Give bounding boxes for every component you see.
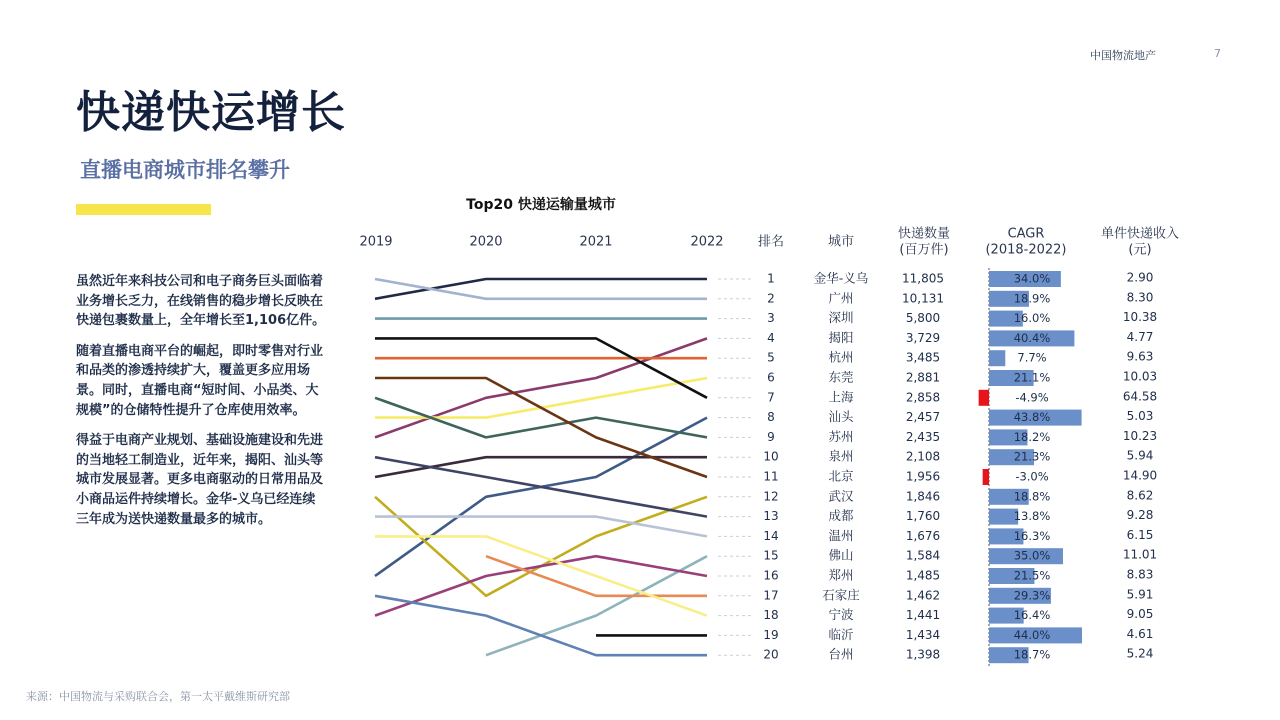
paragraph-3: 得益于电商产业规划、基础设施建设和先进的当地轻工制造业，近年来，揭阳、汕头等城市发展显著。更多电商驱动的日常用品及小商品运件持续增长。金华-义乌已经连续三年成为送快递数量最多的城市。 xyxy=(76,433,324,527)
page-subtitle: 直播电商城市排名攀升 xyxy=(80,158,290,182)
revenue-label-14: 6.15 xyxy=(1126,527,1154,542)
rank-label-12: 12 xyxy=(763,489,779,504)
volume-label-15: 1,584 xyxy=(905,548,941,563)
revenue-label-3: 10.38 xyxy=(1122,310,1158,325)
cagr-label-17: 29.3% xyxy=(1013,588,1051,603)
volume-label-6: 2,881 xyxy=(905,370,941,385)
revenue-label-20: 5.24 xyxy=(1126,646,1154,661)
bump-line-rank-2 xyxy=(375,279,707,299)
volume-label-1: 11,805 xyxy=(902,271,944,286)
revenue-label-8: 5.03 xyxy=(1126,409,1154,424)
city-label-16: 郑州 xyxy=(828,567,854,583)
volume-label-12: 1,846 xyxy=(905,489,941,504)
volume-label-3: 5,800 xyxy=(905,311,941,326)
header-cagr-period: (2018-2022) xyxy=(985,242,1067,258)
rank-label-6: 6 xyxy=(767,370,775,385)
revenue-label-16: 8.83 xyxy=(1126,567,1154,582)
year-label-2019: 2019 xyxy=(359,234,393,250)
city-label-1: 金华-义乌 xyxy=(813,270,869,286)
city-label-19: 临沂 xyxy=(828,626,854,642)
volume-label-8: 2,457 xyxy=(905,410,941,425)
city-label-8: 汕头 xyxy=(828,409,854,425)
rank-label-11: 11 xyxy=(763,469,779,484)
revenue-label-12: 8.62 xyxy=(1126,488,1154,503)
header-revenue: 单件快递收入 xyxy=(1100,226,1180,242)
cagr-label-6: 21.1% xyxy=(1013,370,1051,385)
header-volume: 快递数量 xyxy=(897,226,951,242)
revenue-label-6: 10.03 xyxy=(1122,369,1158,384)
volume-label-5: 3,485 xyxy=(905,350,941,365)
rank-label-18: 18 xyxy=(763,608,779,623)
cagr-label-15: 35.0% xyxy=(1013,548,1051,563)
bump-line-rank-6 xyxy=(375,378,707,418)
header-city: 城市 xyxy=(827,234,855,250)
cagr-label-2: 18.9% xyxy=(1013,291,1051,306)
chart-title: Top20 快递运输量城市 xyxy=(466,197,616,213)
rank-label-15: 15 xyxy=(763,548,779,563)
volume-label-4: 3,729 xyxy=(905,330,941,345)
rank-label-1: 1 xyxy=(767,271,775,286)
city-label-4: 揭阳 xyxy=(828,329,854,345)
rank-label-7: 7 xyxy=(767,390,775,405)
city-label-9: 苏州 xyxy=(828,428,854,444)
cagr-label-14: 16.3% xyxy=(1013,528,1051,543)
year-label-2020: 2020 xyxy=(469,234,503,250)
bump-line-rank-14 xyxy=(375,517,707,537)
rank-label-20: 20 xyxy=(763,647,779,662)
cagr-label-13: 13.8% xyxy=(1013,509,1051,524)
volume-label-13: 1,760 xyxy=(905,509,941,524)
revenue-label-11: 14.90 xyxy=(1122,468,1158,483)
paragraph-1: 虽然近年来科技公司和电子商务巨头面临着业务增长乏力，在线销售的稳步增长反映在快递包裹数量上，全年增长至1,106亿件。 xyxy=(76,274,326,329)
revenue-label-4: 4.77 xyxy=(1126,329,1154,344)
cagr-label-16: 21.5% xyxy=(1013,568,1051,583)
year-label-2022: 2022 xyxy=(690,234,724,250)
cagr-label-3: 16.0% xyxy=(1013,311,1051,326)
rank-label-16: 16 xyxy=(763,568,779,583)
city-label-13: 成都 xyxy=(828,508,854,524)
city-label-2: 广州 xyxy=(828,290,854,306)
city-label-20: 台州 xyxy=(828,646,854,662)
year-label-2021: 2021 xyxy=(579,234,613,250)
rank-label-19: 19 xyxy=(763,627,779,642)
cagr-label-8: 43.8% xyxy=(1013,410,1051,425)
volume-label-18: 1,441 xyxy=(905,608,941,623)
cagr-label-19: 44.0% xyxy=(1013,627,1051,642)
volume-label-11: 1,956 xyxy=(905,469,941,484)
city-label-15: 佛山 xyxy=(828,547,854,563)
bump-line-rank-13 xyxy=(375,457,707,516)
cagr-label-4: 40.4% xyxy=(1013,330,1051,345)
revenue-label-19: 4.61 xyxy=(1126,626,1154,641)
bump-line-rank-8 xyxy=(375,418,707,576)
rank-label-13: 13 xyxy=(763,509,779,524)
city-label-14: 温州 xyxy=(828,527,854,543)
cagr-label-20: 18.7% xyxy=(1013,647,1051,662)
revenue-label-17: 5.91 xyxy=(1126,587,1154,602)
volume-label-16: 1,485 xyxy=(905,568,941,583)
cagr-label-1: 34.0% xyxy=(1013,271,1051,286)
cagr-bar-11 xyxy=(983,469,989,485)
volume-label-19: 1,434 xyxy=(905,627,941,642)
city-label-17: 石家庄 xyxy=(822,587,860,603)
city-label-10: 泉州 xyxy=(828,448,854,464)
city-label-3: 深圳 xyxy=(828,310,854,326)
header-revenue-unit: (元) xyxy=(1128,242,1152,258)
city-label-6: 东莞 xyxy=(828,369,854,385)
header-cagr: CAGR xyxy=(1007,226,1045,242)
cagr-label-7: -4.9% xyxy=(1015,390,1049,405)
cagr-label-9: 18.2% xyxy=(1013,429,1051,444)
volume-label-20: 1,398 xyxy=(905,647,941,662)
source-note: 来源：中国物流与采购联合会，第一太平戴维斯研究部 xyxy=(26,690,290,703)
volume-label-7: 2,858 xyxy=(905,390,941,405)
revenue-label-18: 9.05 xyxy=(1126,607,1154,622)
rank-label-9: 9 xyxy=(767,429,775,444)
revenue-label-9: 10.23 xyxy=(1122,428,1158,443)
city-label-11: 北京 xyxy=(828,468,854,484)
volume-label-10: 2,108 xyxy=(905,449,941,464)
cagr-label-18: 16.4% xyxy=(1013,608,1051,623)
city-label-18: 宁波 xyxy=(828,607,854,623)
rank-label-17: 17 xyxy=(763,588,779,603)
revenue-label-15: 11.01 xyxy=(1122,547,1158,562)
cagr-label-5: 7.7% xyxy=(1017,350,1047,365)
bump-line-rank-16 xyxy=(375,556,707,615)
rank-label-2: 2 xyxy=(767,291,775,306)
cagr-label-11: -3.0% xyxy=(1015,469,1049,484)
volume-label-9: 2,435 xyxy=(905,429,941,444)
volume-label-2: 10,131 xyxy=(902,291,944,306)
brand-name: 中国物流地产 xyxy=(1090,49,1156,62)
volume-label-14: 1,676 xyxy=(905,528,941,543)
revenue-label-5: 9.63 xyxy=(1126,349,1154,364)
header-rank: 排名 xyxy=(757,234,785,250)
bump-line-rank-20 xyxy=(375,596,707,655)
cagr-bar-5 xyxy=(989,350,1005,366)
city-label-12: 武汉 xyxy=(828,488,854,504)
city-label-7: 上海 xyxy=(828,389,854,405)
header-volume-unit: (百万件) xyxy=(899,242,949,258)
rank-label-10: 10 xyxy=(763,449,779,464)
rank-label-8: 8 xyxy=(767,410,775,425)
cagr-label-10: 21.3% xyxy=(1013,449,1051,464)
revenue-label-2: 8.30 xyxy=(1126,290,1154,305)
paragraph-2: 随着直播电商平台的崛起，即时零售对行业和品类的渗透持续扩大，覆盖更多应用场景。同时，直播电商“短时间、小品类、大规模”的仓储特性提升了仓库使用效率。 xyxy=(76,343,324,418)
bump-line-rank-12 xyxy=(375,497,707,596)
rank-label-5: 5 xyxy=(767,350,775,365)
revenue-label-10: 5.94 xyxy=(1126,448,1154,463)
rank-label-3: 3 xyxy=(767,311,775,326)
revenue-label-1: 2.90 xyxy=(1126,270,1154,285)
page-number: 7 xyxy=(1214,47,1221,60)
cagr-label-12: 18.8% xyxy=(1013,489,1051,504)
cagr-bar-7 xyxy=(979,390,989,406)
rank-label-4: 4 xyxy=(767,330,775,345)
page-title: 快递快运增长 xyxy=(76,87,346,138)
volume-label-17: 1,462 xyxy=(905,588,941,603)
revenue-label-7: 64.58 xyxy=(1122,389,1158,404)
rank-label-14: 14 xyxy=(763,528,779,543)
revenue-label-13: 9.28 xyxy=(1126,508,1154,523)
city-label-5: 杭州 xyxy=(828,349,854,365)
